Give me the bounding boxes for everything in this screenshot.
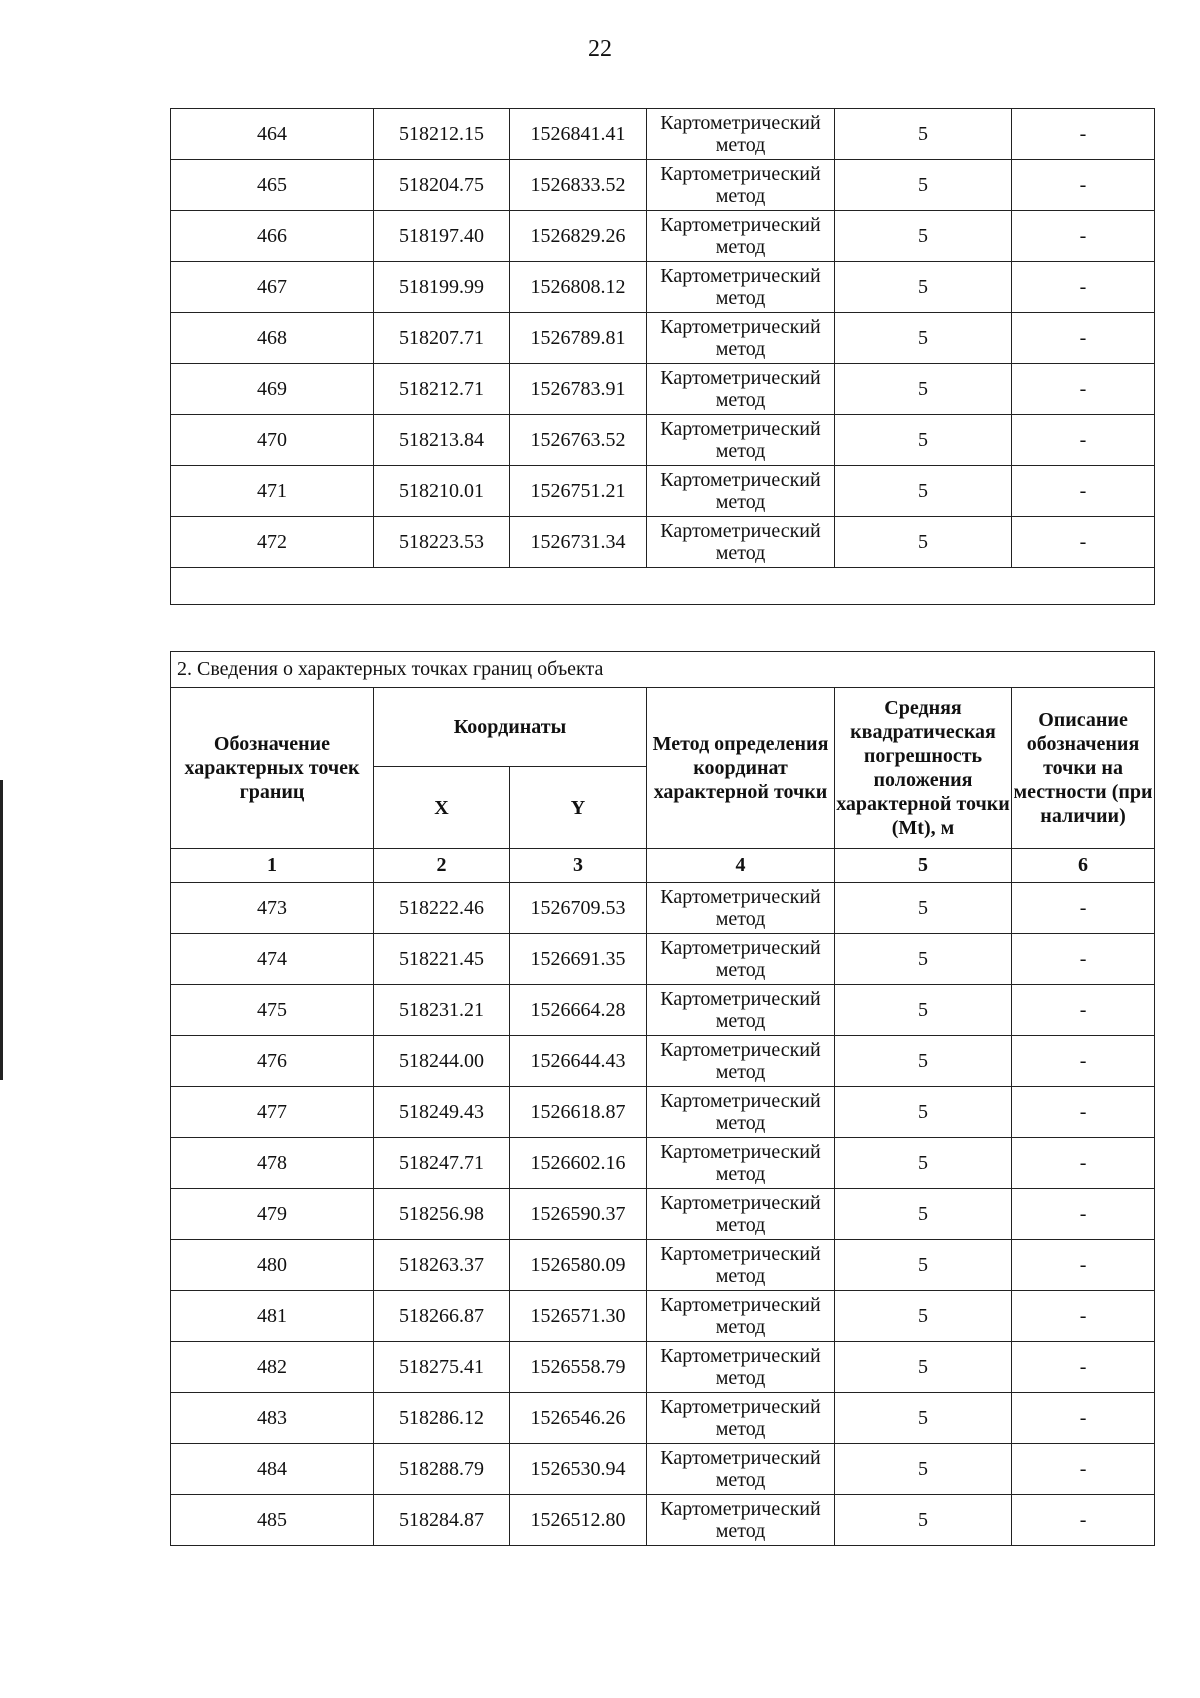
x-coordinate-cell: 518222.46 <box>374 883 510 934</box>
table-row <box>171 934 1155 985</box>
method-cell: Картометрический метод <box>647 160 835 211</box>
method-cell: Картометрический метод <box>647 985 835 1036</box>
x-coordinate-cell: 518213.84 <box>374 415 510 466</box>
description-cell: - <box>1012 985 1155 1036</box>
mt-error-cell: 5 <box>835 1393 1012 1444</box>
description-cell: - <box>1012 1342 1155 1393</box>
x-coordinate-cell: 518210.01 <box>374 466 510 517</box>
y-coordinate-cell: 1526829.26 <box>510 211 647 262</box>
point-id-cell: 476 <box>171 1036 374 1087</box>
description-cell: - <box>1012 517 1155 568</box>
method-cell: Картометрический метод <box>647 364 835 415</box>
column-number: 2 <box>374 849 510 883</box>
x-coordinate-cell: 518247.71 <box>374 1138 510 1189</box>
method-cell: Картометрический метод <box>647 1495 835 1546</box>
x-coordinate-cell: 518212.71 <box>374 364 510 415</box>
method-cell: Картометрический метод <box>647 1342 835 1393</box>
method-cell: Картометрический метод <box>647 1189 835 1240</box>
header-coordinates: Координаты <box>374 688 647 767</box>
table-row <box>171 211 1155 262</box>
description-cell: - <box>1012 262 1155 313</box>
y-coordinate-cell: 1526833.52 <box>510 160 647 211</box>
column-number: 5 <box>835 849 1012 883</box>
description-cell: - <box>1012 415 1155 466</box>
point-id-cell: 469 <box>171 364 374 415</box>
empty-row <box>171 568 1155 605</box>
x-coordinate-cell: 518275.41 <box>374 1342 510 1393</box>
mt-error-cell: 5 <box>835 1036 1012 1087</box>
y-coordinate-cell: 1526512.80 <box>510 1495 647 1546</box>
table-row <box>171 1291 1155 1342</box>
mt-error-cell: 5 <box>835 1291 1012 1342</box>
method-cell: Картометрический метод <box>647 934 835 985</box>
mt-error-cell: 5 <box>835 211 1012 262</box>
point-id-cell: 484 <box>171 1444 374 1495</box>
table-row <box>171 160 1155 211</box>
x-coordinate-cell: 518244.00 <box>374 1036 510 1087</box>
description-cell: - <box>1012 1291 1155 1342</box>
method-cell: Картометрический метод <box>647 883 835 934</box>
method-cell: Картометрический метод <box>647 1036 835 1087</box>
x-coordinate-cell: 518221.45 <box>374 934 510 985</box>
scan-margin-mark <box>0 1010 3 1016</box>
point-id-cell: 482 <box>171 1342 374 1393</box>
y-coordinate-cell: 1526590.37 <box>510 1189 647 1240</box>
mt-error-cell: 5 <box>835 934 1012 985</box>
y-coordinate-cell: 1526751.21 <box>510 466 647 517</box>
y-coordinate-cell: 1526571.30 <box>510 1291 647 1342</box>
table-row <box>171 313 1155 364</box>
header-x: X <box>374 767 510 849</box>
mt-error-cell: 5 <box>835 160 1012 211</box>
x-coordinate-cell: 518207.71 <box>374 313 510 364</box>
x-coordinate-cell: 518286.12 <box>374 1393 510 1444</box>
table-row <box>171 466 1155 517</box>
description-cell: - <box>1012 364 1155 415</box>
table-row <box>171 1138 1155 1189</box>
mt-error-cell: 5 <box>835 517 1012 568</box>
description-cell: - <box>1012 1138 1155 1189</box>
table-row <box>171 1393 1155 1444</box>
mt-error-cell: 5 <box>835 1087 1012 1138</box>
method-cell: Картометрический метод <box>647 211 835 262</box>
method-cell: Картометрический метод <box>647 517 835 568</box>
x-coordinate-cell: 518231.21 <box>374 985 510 1036</box>
table-row <box>171 1444 1155 1495</box>
section-caption-row <box>171 652 1155 688</box>
header-row <box>171 688 1155 767</box>
point-id-cell: 468 <box>171 313 374 364</box>
method-cell: Картометрический метод <box>647 109 835 160</box>
x-coordinate-cell: 518197.40 <box>374 211 510 262</box>
table-row <box>171 1036 1155 1087</box>
y-coordinate-cell: 1526731.34 <box>510 517 647 568</box>
boundary-table-body <box>171 883 1155 1546</box>
x-coordinate-cell: 518212.15 <box>374 109 510 160</box>
description-cell: - <box>1012 160 1155 211</box>
description-cell: - <box>1012 1036 1155 1087</box>
method-cell: Картометрический метод <box>647 1291 835 1342</box>
x-coordinate-cell: 518204.75 <box>374 160 510 211</box>
mt-error-cell: 5 <box>835 313 1012 364</box>
top-coordinates-table <box>170 108 1155 605</box>
method-cell: Картометрический метод <box>647 1444 835 1495</box>
mt-error-cell: 5 <box>835 1189 1012 1240</box>
method-cell: Картометрический метод <box>647 1138 835 1189</box>
y-coordinate-cell: 1526789.81 <box>510 313 647 364</box>
section-title: 2. Сведения о характерных точках границ объекта <box>171 652 1155 688</box>
description-cell: - <box>1012 934 1155 985</box>
mt-error-cell: 5 <box>835 415 1012 466</box>
point-id-cell: 480 <box>171 1240 374 1291</box>
point-id-cell: 465 <box>171 160 374 211</box>
description-cell: - <box>1012 1087 1155 1138</box>
description-cell: - <box>1012 1393 1155 1444</box>
point-id-cell: 479 <box>171 1189 374 1240</box>
table-row <box>171 262 1155 313</box>
point-id-cell: 470 <box>171 415 374 466</box>
mt-error-cell: 5 <box>835 1138 1012 1189</box>
point-id-cell: 478 <box>171 1138 374 1189</box>
x-coordinate-cell: 518199.99 <box>374 262 510 313</box>
point-id-cell: 475 <box>171 985 374 1036</box>
point-id-cell: 481 <box>171 1291 374 1342</box>
x-coordinate-cell: 518284.87 <box>374 1495 510 1546</box>
header-mt: Средняя квадратическая погрешность положения характерной точки (Mt), м <box>835 688 1012 849</box>
table-row <box>171 517 1155 568</box>
top-table-body <box>171 109 1155 568</box>
y-coordinate-cell: 1526783.91 <box>510 364 647 415</box>
x-coordinate-cell: 518256.98 <box>374 1189 510 1240</box>
description-cell: - <box>1012 109 1155 160</box>
column-number: 4 <box>647 849 835 883</box>
table-row <box>171 1240 1155 1291</box>
x-coordinate-cell: 518249.43 <box>374 1087 510 1138</box>
x-coordinate-cell: 518223.53 <box>374 517 510 568</box>
x-coordinate-cell: 518266.87 <box>374 1291 510 1342</box>
table-row <box>171 109 1155 160</box>
y-coordinate-cell: 1526808.12 <box>510 262 647 313</box>
description-cell: - <box>1012 1495 1155 1546</box>
point-id-cell: 472 <box>171 517 374 568</box>
scan-margin-mark <box>0 780 3 1080</box>
y-coordinate-cell: 1526546.26 <box>510 1393 647 1444</box>
method-cell: Картометрический метод <box>647 1240 835 1291</box>
y-coordinate-cell: 1526709.53 <box>510 883 647 934</box>
point-id-cell: 464 <box>171 109 374 160</box>
table-row <box>171 1087 1155 1138</box>
description-cell: - <box>1012 1189 1155 1240</box>
mt-error-cell: 5 <box>835 262 1012 313</box>
header-point: Обозначение характерных точек границ <box>171 688 374 849</box>
column-number: 3 <box>510 849 647 883</box>
mt-error-cell: 5 <box>835 1240 1012 1291</box>
method-cell: Картометрический метод <box>647 1393 835 1444</box>
y-coordinate-cell: 1526644.43 <box>510 1036 647 1087</box>
method-cell: Картометрический метод <box>647 262 835 313</box>
table-row <box>171 1342 1155 1393</box>
point-id-cell: 466 <box>171 211 374 262</box>
mt-error-cell: 5 <box>835 1342 1012 1393</box>
table-row <box>171 415 1155 466</box>
mt-error-cell: 5 <box>835 1444 1012 1495</box>
boundary-points-table <box>170 651 1155 1546</box>
description-cell: - <box>1012 211 1155 262</box>
page-number: 22 <box>588 36 612 62</box>
point-id-cell: 473 <box>171 883 374 934</box>
y-coordinate-cell: 1526580.09 <box>510 1240 647 1291</box>
y-coordinate-cell: 1526841.41 <box>510 109 647 160</box>
table-row <box>171 883 1155 934</box>
description-cell: - <box>1012 1240 1155 1291</box>
description-cell: - <box>1012 466 1155 517</box>
mt-error-cell: 5 <box>835 883 1012 934</box>
header-description: Описание обозначения точки на местности (при наличии) <box>1012 688 1155 849</box>
mt-error-cell: 5 <box>835 466 1012 517</box>
mt-error-cell: 5 <box>835 109 1012 160</box>
y-coordinate-cell: 1526618.87 <box>510 1087 647 1138</box>
table-row <box>171 1495 1155 1546</box>
point-id-cell: 483 <box>171 1393 374 1444</box>
method-cell: Картометрический метод <box>647 415 835 466</box>
column-numbers-row <box>171 849 1155 883</box>
point-id-cell: 471 <box>171 466 374 517</box>
y-coordinate-cell: 1526530.94 <box>510 1444 647 1495</box>
method-cell: Картометрический метод <box>647 466 835 517</box>
table-row <box>171 1189 1155 1240</box>
mt-error-cell: 5 <box>835 1495 1012 1546</box>
y-coordinate-cell: 1526602.16 <box>510 1138 647 1189</box>
y-coordinate-cell: 1526691.35 <box>510 934 647 985</box>
column-number: 1 <box>171 849 374 883</box>
y-coordinate-cell: 1526763.52 <box>510 415 647 466</box>
header-y: Y <box>510 767 647 849</box>
method-cell: Картометрический метод <box>647 1087 835 1138</box>
description-cell: - <box>1012 883 1155 934</box>
point-id-cell: 485 <box>171 1495 374 1546</box>
mt-error-cell: 5 <box>835 985 1012 1036</box>
table-row <box>171 985 1155 1036</box>
point-id-cell: 477 <box>171 1087 374 1138</box>
empty-cell <box>171 568 1155 605</box>
x-coordinate-cell: 518288.79 <box>374 1444 510 1495</box>
y-coordinate-cell: 1526558.79 <box>510 1342 647 1393</box>
table-row <box>171 364 1155 415</box>
y-coordinate-cell: 1526664.28 <box>510 985 647 1036</box>
point-id-cell: 467 <box>171 262 374 313</box>
mt-error-cell: 5 <box>835 364 1012 415</box>
x-coordinate-cell: 518263.37 <box>374 1240 510 1291</box>
column-number: 6 <box>1012 849 1155 883</box>
header-method: Метод определения координат характерной точки <box>647 688 835 849</box>
description-cell: - <box>1012 313 1155 364</box>
description-cell: - <box>1012 1444 1155 1495</box>
method-cell: Картометрический метод <box>647 313 835 364</box>
point-id-cell: 474 <box>171 934 374 985</box>
